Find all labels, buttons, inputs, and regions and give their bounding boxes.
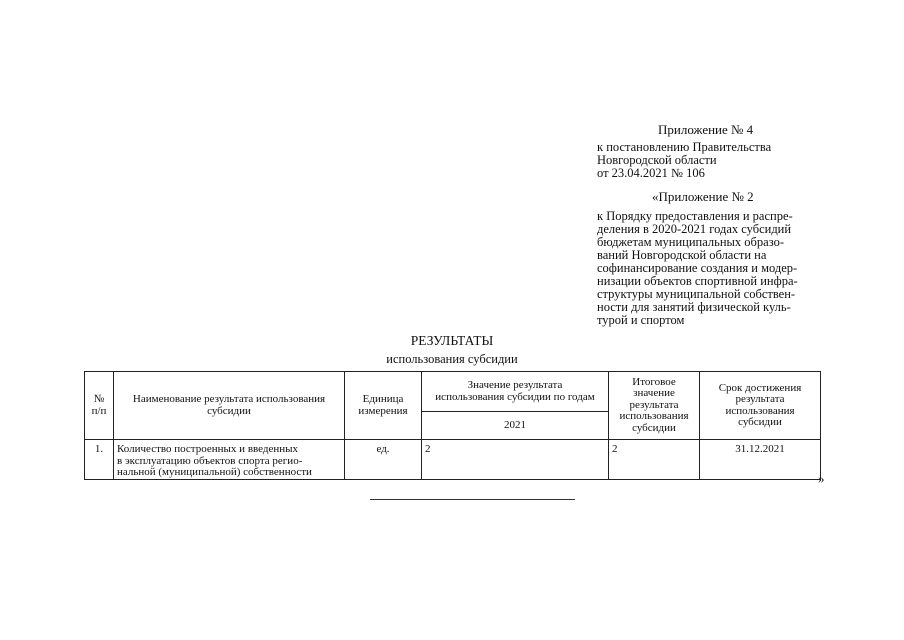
appendix2-title: «Приложение № 2 bbox=[652, 189, 754, 204]
header-term: Срок достижения результата использования субсидии bbox=[700, 372, 821, 440]
header-unit: Единица измерения bbox=[345, 372, 422, 440]
header-value-group: Значение результата использования субсидии по годам bbox=[422, 372, 609, 412]
appendix-reference: к постановлению Правительства Новгородской области от 23.04.2021 № 106 bbox=[597, 140, 772, 180]
header-total: Итоговое значение результата использования субсидии bbox=[609, 372, 700, 440]
cell-num: 1. bbox=[85, 440, 114, 480]
document-heading: РЕЗУЛЬТАТЫ bbox=[410, 333, 494, 348]
header-name: Наименование результата использования субсидии bbox=[114, 372, 345, 440]
cell-value-2021: 2 bbox=[422, 440, 609, 480]
results-table bbox=[84, 371, 821, 480]
cell-term: 31.12.2021 bbox=[700, 440, 821, 480]
header-num: № п/п bbox=[85, 372, 114, 440]
cell-name: Количество построенных и введенных в эксплуатацию объектов спорта регио- нальной (муниципальной) собственности bbox=[114, 440, 345, 480]
table-row bbox=[85, 440, 821, 480]
appendix2-reference: к Порядку предоставления и распре- деления в 2020-2021 годах субсидий бюджетам муниципальных образо- ваний Новгородской области на софинансирование создания и модер- низации объектов спортивной инфра- структуры муниципальной собствен- ности для занятий физической куль- турой и спортом bbox=[597, 209, 798, 327]
header-year: 2021 bbox=[422, 412, 609, 440]
cell-total: 2 bbox=[609, 440, 700, 480]
bottom-rule bbox=[370, 499, 575, 500]
closing-quote: » bbox=[818, 471, 825, 486]
cell-unit: ед. bbox=[345, 440, 422, 480]
appendix-title: Приложение № 4 bbox=[658, 122, 754, 137]
document-subheading: использования субсидии bbox=[386, 352, 518, 366]
